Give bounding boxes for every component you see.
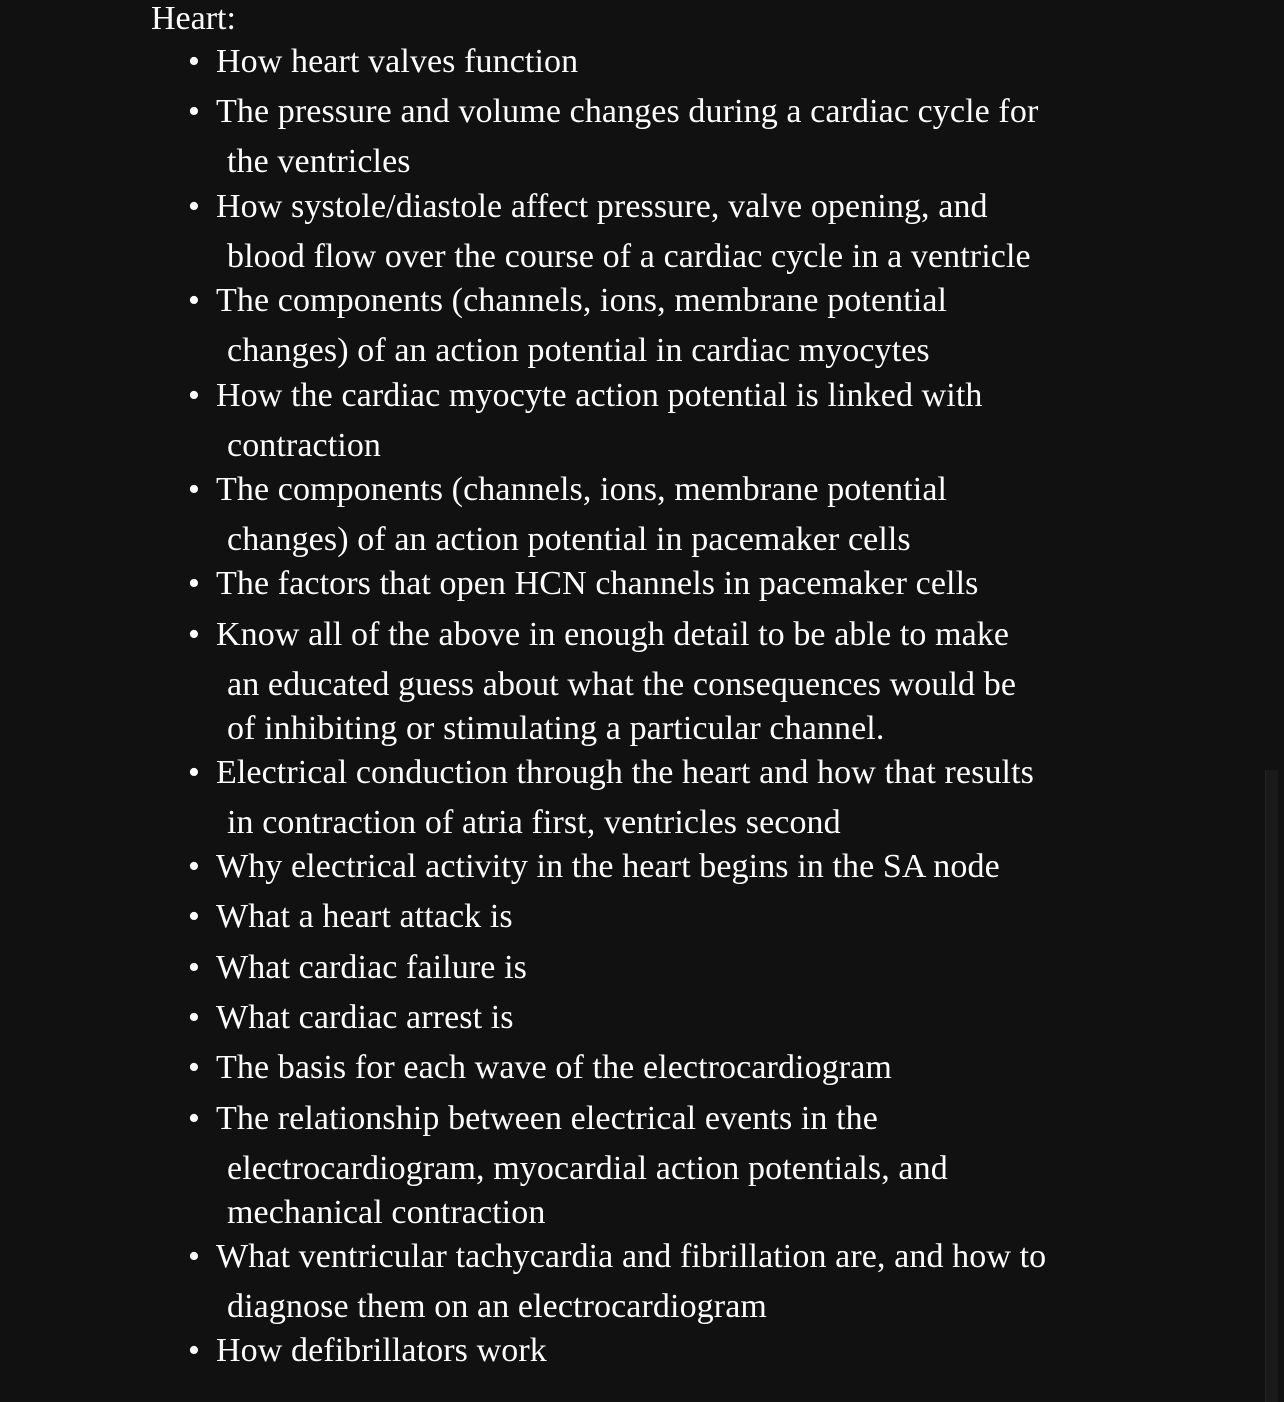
bullet-marker: • <box>188 1238 200 1275</box>
list-item-continuation: diagnose them on an electrocardiogram <box>227 1288 767 1325</box>
list-item: How heart valves function <box>216 43 579 80</box>
bullet-marker: • <box>188 565 200 602</box>
list-item: The components (channels, ions, membrane potential <box>216 282 948 319</box>
list-item: What a heart attack is <box>216 898 513 935</box>
list-item: The pressure and volume changes during a cardiac cycle for <box>216 93 1039 130</box>
scrollbar[interactable] <box>1265 770 1278 1402</box>
bullet-marker: • <box>188 93 200 130</box>
bullet-marker: • <box>188 43 200 80</box>
list-item-continuation: contraction <box>227 427 382 464</box>
list-item: What cardiac failure is <box>216 949 527 986</box>
list-item: How systole/diastole affect pressure, valve opening, and <box>216 188 988 225</box>
bullet-marker: • <box>188 898 200 935</box>
bullet-marker: • <box>188 282 200 319</box>
list-item: Electrical conduction through the heart and how that results <box>216 754 1034 791</box>
list-item: The relationship between electrical events in the <box>216 1100 878 1137</box>
bullet-marker: • <box>188 471 200 508</box>
bullet-marker: • <box>188 848 200 885</box>
list-item-continuation: changes) of an action potential in cardiac myocytes <box>227 332 930 369</box>
bullet-marker: • <box>188 188 200 225</box>
list-item: What cardiac arrest is <box>216 999 514 1036</box>
list-item-continuation: mechanical contraction <box>227 1194 546 1231</box>
bullet-marker: • <box>188 616 200 653</box>
list-item-continuation: blood flow over the course of a cardiac cycle in a ventricle <box>227 238 1031 275</box>
bullet-marker: • <box>188 949 200 986</box>
bullet-marker: • <box>188 377 200 414</box>
list-item: How the cardiac myocyte action potential is linked with <box>216 377 983 414</box>
list-item: Know all of the above in enough detail to be able to make <box>216 616 1010 653</box>
list-item-continuation: changes) of an action potential in pacemaker cells <box>227 521 911 558</box>
list-item-continuation: in contraction of atria first, ventricles second <box>227 804 841 841</box>
list-item-continuation: the ventricles <box>227 143 411 180</box>
section-heading: Heart: <box>151 0 236 37</box>
list-item-continuation: an educated guess about what the consequences would be <box>227 666 1017 703</box>
list-item-continuation: of inhibiting or stimulating a particular channel. <box>227 710 885 747</box>
list-item-continuation: electrocardiogram, myocardial action potentials, and <box>227 1150 948 1187</box>
bullet-marker: • <box>188 1332 200 1369</box>
list-item: How defibrillators work <box>216 1332 547 1369</box>
bullet-marker: • <box>188 1049 200 1086</box>
bullet-marker: • <box>188 1100 200 1137</box>
list-item: The basis for each wave of the electrocardiogram <box>216 1049 892 1086</box>
bullet-marker: • <box>188 999 200 1036</box>
list-item: The factors that open HCN channels in pacemaker cells <box>216 565 979 602</box>
list-item: What ventricular tachycardia and fibrillation are, and how to <box>216 1238 1047 1275</box>
bullet-marker: • <box>188 754 200 791</box>
list-item: Why electrical activity in the heart begins in the SA node <box>216 848 1000 885</box>
list-item: The components (channels, ions, membrane potential <box>216 471 948 508</box>
